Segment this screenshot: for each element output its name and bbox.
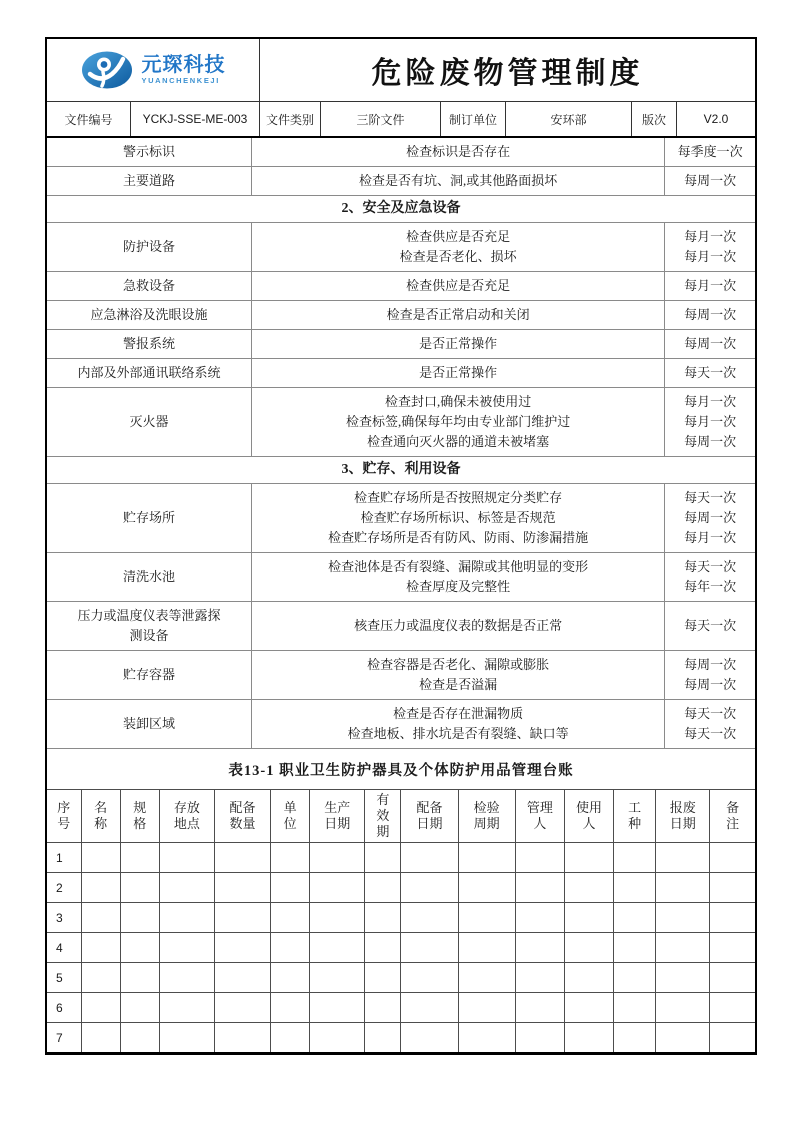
file-no-value: YCKJ-SSE-ME-003 bbox=[131, 102, 260, 136]
check-line: 检查贮存场所是否按照规定分类贮存 bbox=[354, 490, 563, 505]
row-number-cell: 2 bbox=[47, 873, 81, 903]
ledger-cell bbox=[564, 873, 613, 903]
ledger-cell bbox=[214, 933, 270, 963]
ledger-row bbox=[47, 933, 755, 963]
ledger-cell bbox=[271, 903, 310, 933]
freq-line: 每天一次 bbox=[684, 618, 737, 633]
ledger-cell bbox=[159, 903, 214, 933]
freq-line: 每月一次 bbox=[684, 530, 737, 545]
ledger-cell bbox=[515, 963, 564, 993]
ledger-header-cell: 单位 bbox=[271, 790, 310, 843]
ledger-cell bbox=[710, 1023, 755, 1053]
ledger-cell bbox=[159, 963, 214, 993]
ledger-row bbox=[47, 963, 755, 993]
brand-name: 元琛科技 bbox=[141, 54, 226, 77]
ledger-cell bbox=[271, 993, 310, 1023]
ledger-cell bbox=[614, 843, 656, 873]
check-line: 检查通向灭火器的通道未被堵塞 bbox=[367, 434, 550, 449]
ledger-cell bbox=[365, 903, 401, 933]
inspection-row bbox=[47, 602, 755, 651]
check-cell bbox=[252, 700, 665, 749]
freq-line: 每周一次 bbox=[684, 307, 737, 322]
check-cell bbox=[252, 388, 665, 457]
check-cell bbox=[252, 359, 665, 388]
ledger-cell bbox=[365, 873, 401, 903]
ledger-cell bbox=[564, 963, 613, 993]
check-cell bbox=[252, 167, 665, 196]
ledger-cell bbox=[614, 903, 656, 933]
ledger-header-cell: 配备数量 bbox=[214, 790, 270, 843]
freq-cell bbox=[665, 301, 755, 330]
ledger-cell bbox=[120, 1023, 159, 1053]
ledger-cell bbox=[458, 993, 515, 1023]
inspection-row bbox=[47, 700, 755, 749]
check-line: 检查容器是否老化、漏隙或膨胀 bbox=[367, 657, 550, 672]
ledger-cell bbox=[401, 843, 458, 873]
ledger-cell bbox=[656, 873, 710, 903]
freq-line: 每周一次 bbox=[684, 336, 737, 351]
freq-line: 每季度一次 bbox=[677, 144, 743, 159]
ledger-row bbox=[47, 1023, 755, 1053]
ledger-cell bbox=[401, 993, 458, 1023]
freq-line: 每周一次 bbox=[684, 677, 737, 692]
document-title: 危险废物管理制度 bbox=[371, 57, 644, 90]
inspection-row bbox=[47, 359, 755, 388]
doc-info-row bbox=[47, 102, 755, 138]
freq-cell bbox=[665, 388, 755, 457]
ledger-cell bbox=[515, 933, 564, 963]
check-line: 检查标识是否存在 bbox=[406, 144, 511, 159]
freq-cell bbox=[665, 167, 755, 196]
ledger-cell bbox=[310, 963, 365, 993]
ledger-cell bbox=[214, 843, 270, 873]
freq-line: 每天一次 bbox=[684, 559, 737, 574]
ledger-header-cell: 报废日期 bbox=[656, 790, 710, 843]
inspection-row bbox=[47, 330, 755, 359]
ledger-cell bbox=[614, 933, 656, 963]
ledger-cell bbox=[365, 1023, 401, 1053]
check-line: 检查是否老化、损坏 bbox=[399, 249, 517, 264]
ledger-cell bbox=[515, 873, 564, 903]
row-number-cell: 5 bbox=[47, 963, 81, 993]
file-type-value: 三阶文件 bbox=[321, 102, 441, 136]
ledger-cell bbox=[458, 903, 515, 933]
inspection-row bbox=[47, 167, 755, 196]
ledger-cell bbox=[120, 933, 159, 963]
freq-line: 每天一次 bbox=[684, 706, 737, 721]
ledger-header-cell: 备注 bbox=[710, 790, 755, 843]
ledger-cell bbox=[365, 963, 401, 993]
check-cell bbox=[252, 301, 665, 330]
row-number-cell: 3 bbox=[47, 903, 81, 933]
freq-cell bbox=[665, 138, 755, 167]
company-logo bbox=[47, 39, 260, 101]
check-line: 检查贮存场所是否有防风、防雨、防渗漏措施 bbox=[328, 530, 589, 545]
file-type-label: 文件类别 bbox=[260, 102, 321, 136]
check-line: 检查是否存在泄漏物质 bbox=[393, 706, 524, 721]
item-name-cell: 防护设备 bbox=[47, 223, 252, 272]
freq-cell bbox=[665, 484, 755, 553]
version-label: 版次 bbox=[632, 102, 677, 136]
ledger-cell bbox=[710, 843, 755, 873]
ledger-cell bbox=[159, 993, 214, 1023]
freq-cell bbox=[665, 330, 755, 359]
logo-mark-icon bbox=[81, 50, 135, 90]
item-name-cell: 警示标识 bbox=[47, 138, 252, 167]
freq-cell bbox=[665, 272, 755, 301]
ledger-cell bbox=[310, 873, 365, 903]
freq-cell bbox=[665, 651, 755, 700]
freq-line: 每天一次 bbox=[684, 726, 737, 741]
inspection-row bbox=[47, 301, 755, 330]
ledger-cell bbox=[120, 903, 159, 933]
inspection-table bbox=[47, 138, 755, 749]
ledger-cell bbox=[515, 993, 564, 1023]
ledger-cell bbox=[81, 993, 120, 1023]
page-frame bbox=[45, 37, 757, 1055]
freq-line: 每周一次 bbox=[684, 434, 737, 449]
ledger-cell bbox=[458, 933, 515, 963]
item-name-cell: 装卸区域 bbox=[47, 700, 252, 749]
check-line: 检查是否有坑、洞,或其他路面损坏 bbox=[359, 173, 558, 188]
ledger-cell bbox=[656, 903, 710, 933]
check-line: 检查供应是否充足 bbox=[406, 278, 511, 293]
freq-cell bbox=[665, 700, 755, 749]
dept-value: 安环部 bbox=[506, 102, 632, 136]
ledger-cell bbox=[81, 1023, 120, 1053]
ledger-cell bbox=[564, 993, 613, 1023]
ledger-cell bbox=[310, 933, 365, 963]
ledger-table bbox=[47, 789, 755, 1052]
check-line: 检查地板、排水坑是否有裂缝、缺口等 bbox=[347, 726, 569, 741]
ledger-table-body bbox=[47, 843, 755, 1053]
ledger-row bbox=[47, 903, 755, 933]
ledger-cell bbox=[401, 963, 458, 993]
item-name-cell: 急救设备 bbox=[47, 272, 252, 301]
freq-line: 每周一次 bbox=[684, 510, 737, 525]
ledger-cell bbox=[710, 933, 755, 963]
freq-cell bbox=[665, 602, 755, 651]
item-name-cell: 贮存容器 bbox=[47, 651, 252, 700]
ledger-cell bbox=[401, 933, 458, 963]
ledger-header-cell: 存放地点 bbox=[159, 790, 214, 843]
check-cell bbox=[252, 484, 665, 553]
freq-cell bbox=[665, 553, 755, 602]
check-cell bbox=[252, 138, 665, 167]
ledger-cell bbox=[710, 963, 755, 993]
inspection-row bbox=[47, 388, 755, 457]
ledger-cell bbox=[401, 873, 458, 903]
ledger-cell bbox=[310, 993, 365, 1023]
ledger-cell bbox=[159, 933, 214, 963]
check-line: 核查压力或温度仪表的数据是否正常 bbox=[354, 618, 563, 633]
ledger-cell bbox=[214, 873, 270, 903]
inspection-row bbox=[47, 223, 755, 272]
ledger-cell bbox=[710, 873, 755, 903]
ledger-header-cell: 管理人 bbox=[515, 790, 564, 843]
ledger-title: 表13-1 职业卫生防护器具及个体防护用品管理台账 bbox=[228, 762, 574, 779]
ledger-cell bbox=[81, 933, 120, 963]
ledger-cell bbox=[458, 873, 515, 903]
check-cell bbox=[252, 223, 665, 272]
check-line: 检查是否正常启动和关闭 bbox=[386, 307, 530, 322]
check-line: 检查贮存场所标识、标签是否规范 bbox=[360, 510, 556, 525]
version-value: V2.0 bbox=[703, 112, 729, 126]
section-row bbox=[47, 457, 755, 484]
check-cell bbox=[252, 602, 665, 651]
inspection-row bbox=[47, 272, 755, 301]
ledger-cell bbox=[564, 933, 613, 963]
ledger-cell bbox=[656, 993, 710, 1023]
inspection-row bbox=[47, 651, 755, 700]
item-name-cell: 应急淋浴及洗眼设施 bbox=[47, 301, 252, 330]
ledger-cell bbox=[564, 1023, 613, 1053]
freq-line: 每周一次 bbox=[684, 657, 737, 672]
check-line: 是否正常操作 bbox=[419, 336, 498, 351]
ledger-cell bbox=[515, 1023, 564, 1053]
freq-line: 每天一次 bbox=[684, 365, 737, 380]
ledger-cell bbox=[214, 903, 270, 933]
ledger-header-cell: 生产日期 bbox=[310, 790, 365, 843]
item-name-cell: 压力或温度仪表等泄露探测设备 bbox=[47, 602, 252, 651]
ledger-cell bbox=[656, 933, 710, 963]
ledger-cell bbox=[159, 843, 214, 873]
ledger-cell bbox=[614, 993, 656, 1023]
row-number-cell: 4 bbox=[47, 933, 81, 963]
item-name-cell: 主要道路 bbox=[47, 167, 252, 196]
check-cell bbox=[252, 553, 665, 602]
ledger-cell bbox=[614, 1023, 656, 1053]
ledger-cell bbox=[81, 873, 120, 903]
check-line: 检查厚度及完整性 bbox=[406, 579, 511, 594]
ledger-header-cell: 使用人 bbox=[564, 790, 613, 843]
ledger-cell bbox=[310, 1023, 365, 1053]
ledger-cell bbox=[271, 963, 310, 993]
ledger-cell bbox=[310, 903, 365, 933]
ledger-cell bbox=[120, 873, 159, 903]
ledger-cell bbox=[120, 993, 159, 1023]
check-line: 检查池体是否有裂缝、漏隙或其他明显的变形 bbox=[328, 559, 589, 574]
check-cell bbox=[252, 651, 665, 700]
ledger-row bbox=[47, 873, 755, 903]
inspection-row bbox=[47, 553, 755, 602]
ledger-cell bbox=[656, 963, 710, 993]
row-number-cell: 7 bbox=[47, 1023, 81, 1053]
ledger-cell bbox=[120, 963, 159, 993]
ledger-cell bbox=[515, 843, 564, 873]
ledger-cell bbox=[271, 933, 310, 963]
freq-line: 每周一次 bbox=[684, 173, 737, 188]
ledger-header-cell: 配备日期 bbox=[401, 790, 458, 843]
ledger-cell bbox=[365, 933, 401, 963]
check-line: 检查是否溢漏 bbox=[419, 677, 498, 692]
ledger-cell bbox=[159, 1023, 214, 1053]
ledger-cell bbox=[710, 903, 755, 933]
ledger-cell bbox=[120, 843, 159, 873]
check-line: 检查封口,确保未被使用过 bbox=[385, 394, 532, 409]
ledger-cell bbox=[214, 1023, 270, 1053]
section-label: 3、贮存、利用设备 bbox=[47, 457, 755, 484]
document-header bbox=[47, 39, 755, 102]
item-name-cell: 灭火器 bbox=[47, 388, 252, 457]
ledger-cell bbox=[159, 873, 214, 903]
ledger-cell bbox=[271, 1023, 310, 1053]
ledger-cell bbox=[614, 873, 656, 903]
inspection-row bbox=[47, 484, 755, 553]
dept-label: 制订单位 bbox=[441, 102, 506, 136]
ledger-header-cell: 序号 bbox=[47, 790, 81, 843]
freq-line: 每年一次 bbox=[684, 579, 737, 594]
ledger-header-cell: 名称 bbox=[81, 790, 120, 843]
ledger-cell bbox=[401, 1023, 458, 1053]
ledger-header-row bbox=[47, 790, 755, 843]
ledger-cell bbox=[656, 843, 710, 873]
check-line: 检查供应是否充足 bbox=[406, 229, 511, 244]
ledger-header-cell: 检验周期 bbox=[458, 790, 515, 843]
item-name-cell: 警报系统 bbox=[47, 330, 252, 359]
brand-name-en: YUANCHENKEJI bbox=[141, 76, 220, 86]
freq-cell bbox=[665, 359, 755, 388]
freq-cell bbox=[665, 223, 755, 272]
item-name-cell: 内部及外部通讯联络系统 bbox=[47, 359, 252, 388]
ledger-cell bbox=[81, 843, 120, 873]
ledger-cell bbox=[656, 1023, 710, 1053]
freq-line: 每月一次 bbox=[684, 414, 737, 429]
check-line: 是否正常操作 bbox=[419, 365, 498, 380]
ledger-header-cell: 工种 bbox=[614, 790, 656, 843]
item-name-cell: 清洗水池 bbox=[47, 553, 252, 602]
ledger-row bbox=[47, 993, 755, 1023]
section-row bbox=[47, 196, 755, 223]
ledger-cell bbox=[458, 963, 515, 993]
ledger-header-cell: 有效期 bbox=[365, 790, 401, 843]
check-cell bbox=[252, 272, 665, 301]
ledger-cell bbox=[564, 843, 613, 873]
freq-line: 每月一次 bbox=[684, 249, 737, 264]
ledger-cell bbox=[710, 993, 755, 1023]
check-cell bbox=[252, 330, 665, 359]
row-number-cell: 6 bbox=[47, 993, 81, 1023]
freq-line: 每天一次 bbox=[684, 490, 737, 505]
ledger-cell bbox=[365, 993, 401, 1023]
ledger-cell bbox=[214, 993, 270, 1023]
ledger-cell bbox=[81, 903, 120, 933]
file-no-label: 文件编号 bbox=[47, 102, 131, 136]
ledger-cell bbox=[365, 843, 401, 873]
check-line: 检查标签,确保每年均由专业部门维护过 bbox=[346, 414, 571, 429]
ledger-cell bbox=[214, 963, 270, 993]
row-number-cell: 1 bbox=[47, 843, 81, 873]
ledger-cell bbox=[458, 1023, 515, 1053]
ledger-cell bbox=[458, 843, 515, 873]
ledger-cell bbox=[401, 903, 458, 933]
ledger-cell bbox=[81, 963, 120, 993]
ledger-cell bbox=[614, 963, 656, 993]
ledger-header-cell: 规格 bbox=[120, 790, 159, 843]
ledger-cell bbox=[564, 903, 613, 933]
freq-line: 每月一次 bbox=[684, 278, 737, 293]
section-label: 2、安全及应急设备 bbox=[47, 196, 755, 223]
ledger-row bbox=[47, 843, 755, 873]
item-name-cell: 贮存场所 bbox=[47, 484, 252, 553]
freq-line: 每月一次 bbox=[684, 229, 737, 244]
inspection-row bbox=[47, 138, 755, 167]
freq-line: 每月一次 bbox=[684, 394, 737, 409]
ledger-cell bbox=[271, 843, 310, 873]
ledger-cell bbox=[310, 843, 365, 873]
ledger-cell bbox=[271, 873, 310, 903]
inspection-table-body bbox=[47, 138, 755, 749]
logo-text bbox=[142, 55, 226, 85]
ledger-cell bbox=[515, 903, 564, 933]
